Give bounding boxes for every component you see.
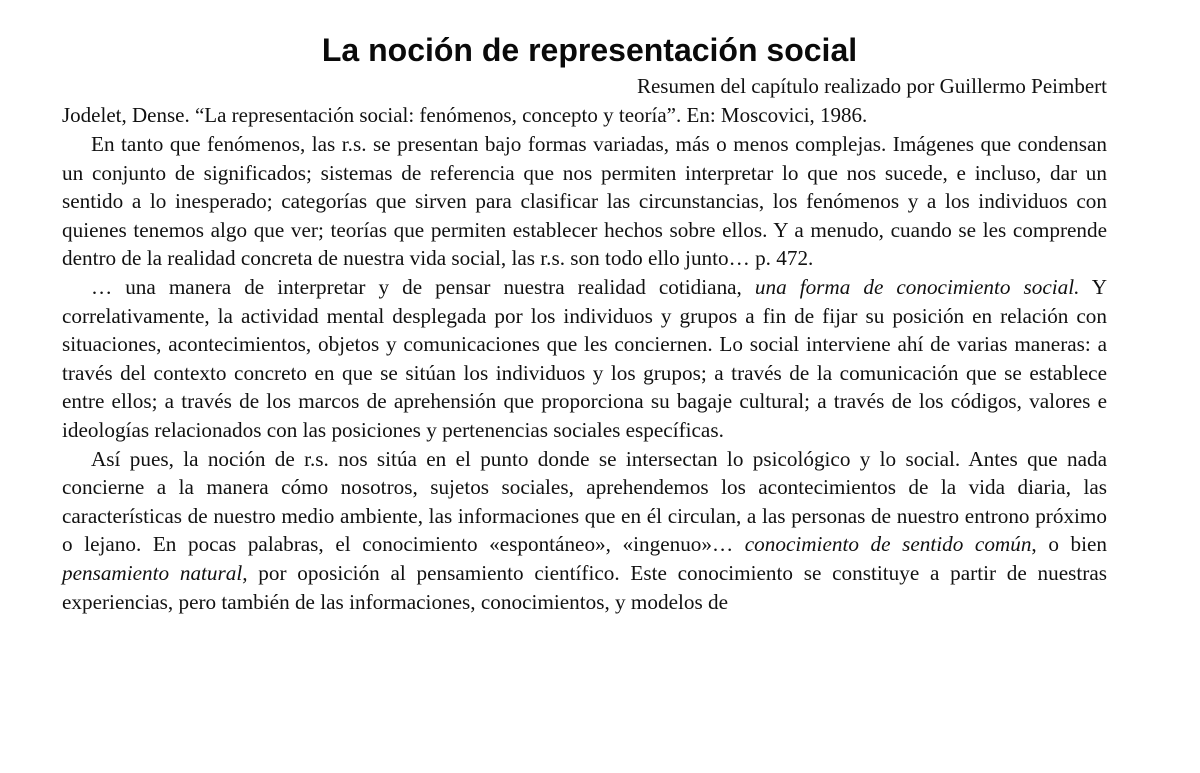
bibliographic-citation: Jodelet, Dense. “La representación social: fenómenos, concepto y teoría”. En: Moscovici, 1986.: [62, 103, 868, 127]
paragraph-2-text-b: Y correlativamente, la actividad mental desplegada por los individuos y grupos a fin de fijar su posición en relación con situaciones, acontecimientos, objetos y comunicaciones que les conciernen. Lo social interviene ahí de varias maneras: a través del contexto concreto en que se sitúan los individuos y los grupos; a través de la comunicación que se establece entre ellos; a través de los marcos de aprehensión que proporciona su bagaje cultural; a través de los códigos, valores e ideologías relacionados con las posiciones y pertenencias sociales específicas.: [62, 274, 1107, 442]
paragraph-2-text-a: … una manera de interpretar y de pensar nuestra realidad cotidiana,: [91, 274, 755, 299]
paragraph-3-text-b: , o bien: [1031, 532, 1107, 557]
document-title: La noción de representación social: [321, 32, 858, 68]
paragraph-2-italic-a: una forma de conocimiento social.: [754, 274, 1080, 299]
document-page: [62, 28, 1107, 616]
paragraph-3-text-c: por oposición al pensamiento científico. Este conocimiento se constituye a partir de nuestras experiencias, pero también de las informaciones, conocimientos, y modelos de: [62, 560, 1107, 614]
document-subtitle: Resumen del capítulo realizado por Guillermo Peimbert: [636, 74, 1107, 98]
paragraph-3-italic-a: conocimiento de sentido común: [744, 532, 1032, 557]
paragraph-3-italic-b: pensamiento natural,: [62, 560, 248, 585]
paragraph-1: En tanto que fenómenos, las r.s. se presentan bajo formas variadas, más o menos complejas. Imágenes que condensan un conjunto de significados; sistemas de referencia que nos permiten interpretar lo que nos sucede, e incluso, dar un sentido a lo inesperado; categorías que sirven para clasificar las circunstancias, los fenómenos y a los individuos con quienes tenemos algo que ver; teorías que permiten establecer hechos sobre ellos. Y a menudo, cuando se les comprende dentro de la realidad concreta de nuestra vida social, las r.s. son todo ello junto… p. 472.: [62, 132, 1107, 271]
paragraph-2: [62, 273, 1107, 445]
paragraph-3-text-a: Así pues, la noción de r.s. nos sitúa en el punto donde se intersectan lo psicológico y lo social. Antes que nada concierne a la manera cómo nosotros, sujetos sociales, aprehendemos los acontecimientos de la vida diaria, las características de nuestro medio ambiente, las informaciones que en él circulan, a las personas de nuestro entrono próximo o lejano. En pocas palabras, el conocimiento «espontáneo», «ingenuo»…: [62, 446, 1107, 557]
paragraph-3: [62, 445, 1107, 617]
